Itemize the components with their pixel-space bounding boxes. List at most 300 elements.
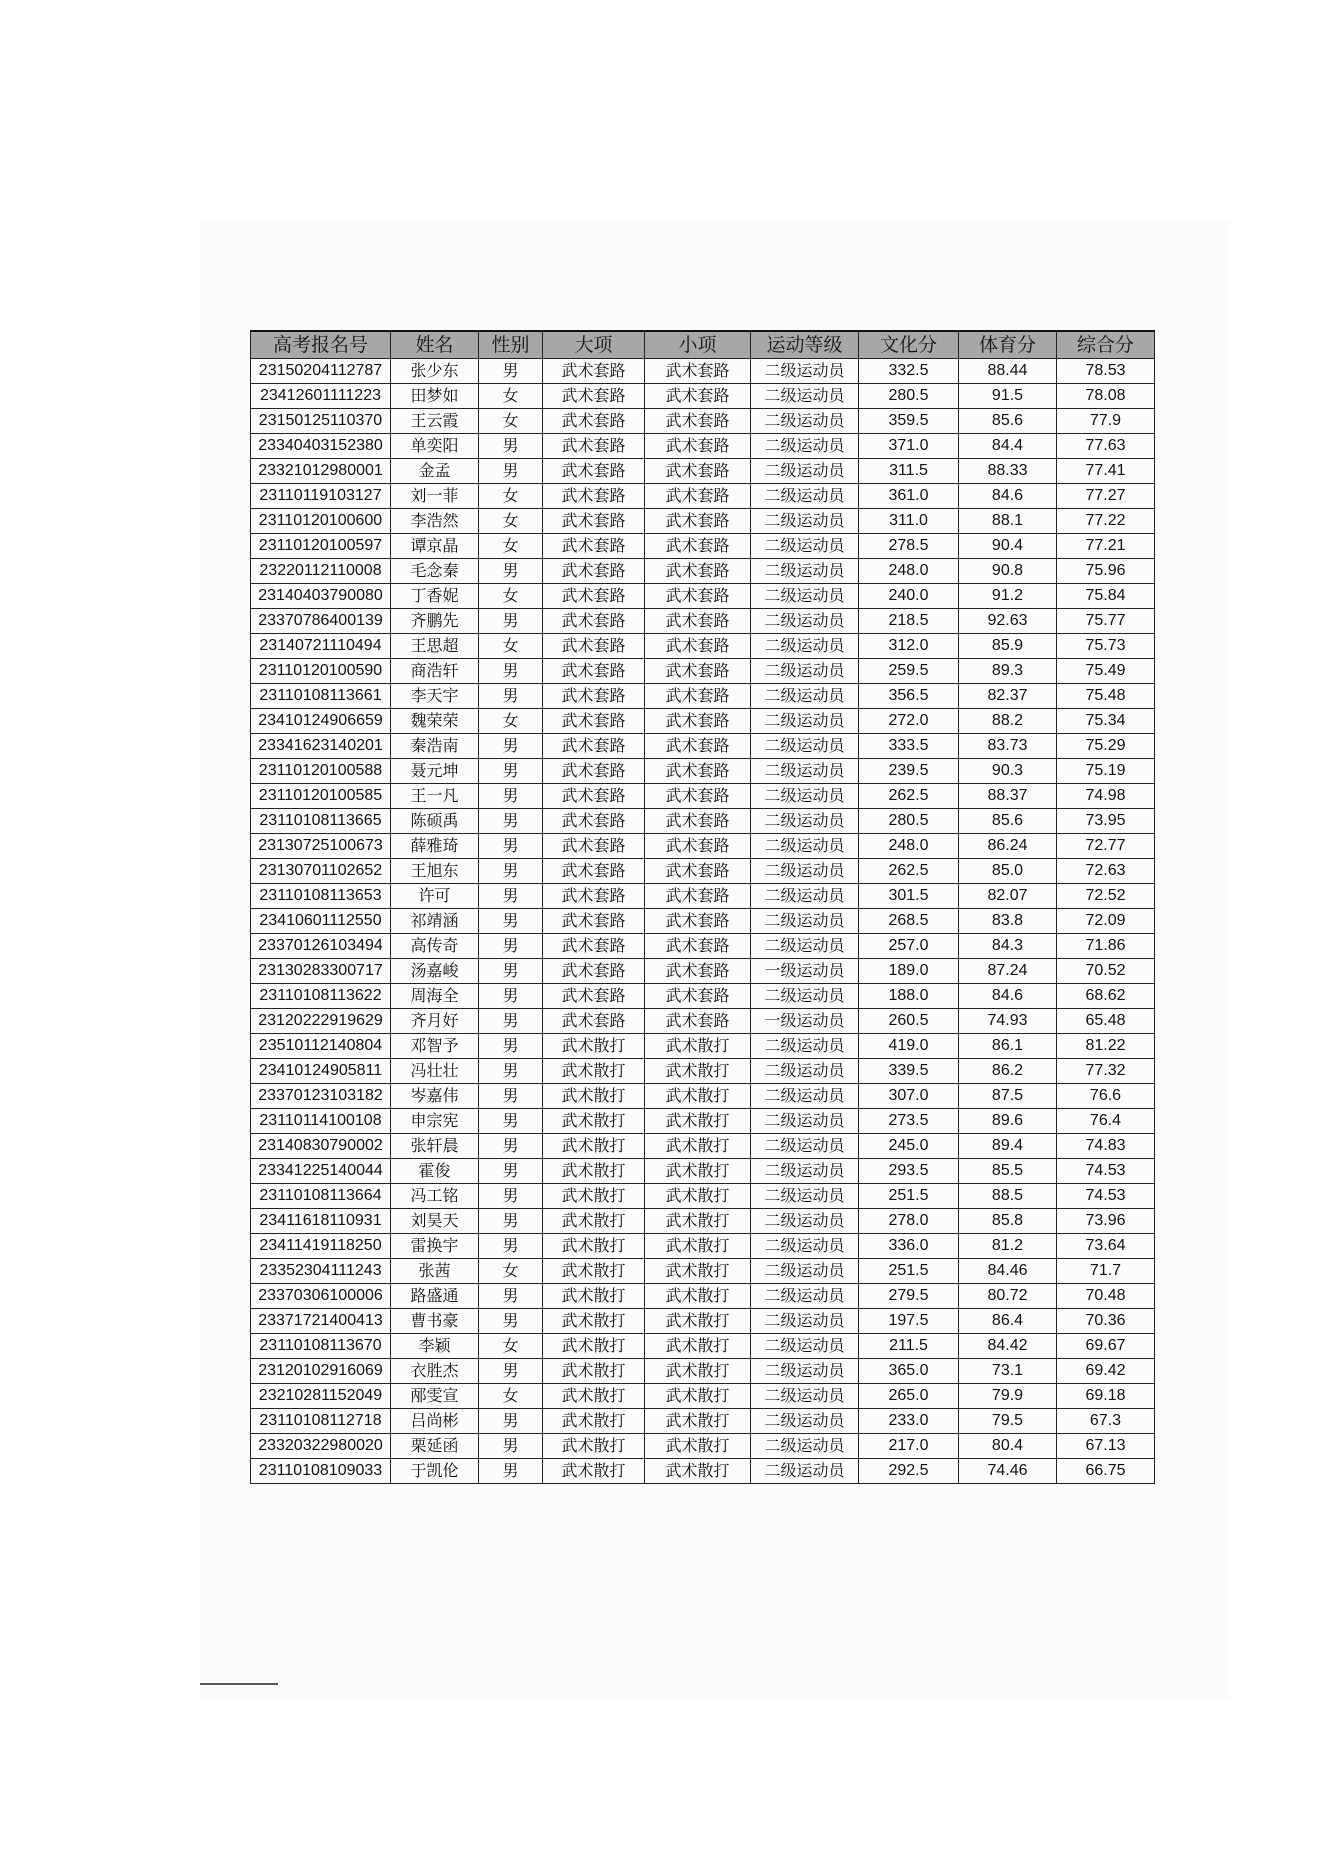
cell-athlete-level: 二级运动员 <box>751 1359 859 1384</box>
cell-culture-score: 311.5 <box>859 459 959 484</box>
cell-gender: 男 <box>479 1084 543 1109</box>
cell-name: 谭京晶 <box>391 534 479 559</box>
cell-athlete-level: 二级运动员 <box>751 359 859 384</box>
cell-sports-score: 84.6 <box>959 484 1057 509</box>
cell-name: 王旭东 <box>391 859 479 884</box>
table-row <box>251 1434 1155 1459</box>
cell-culture-score: 339.5 <box>859 1059 959 1084</box>
cell-sports-score: 80.72 <box>959 1284 1057 1309</box>
cell-culture-score: 240.0 <box>859 584 959 609</box>
cell-athlete-level: 二级运动员 <box>751 934 859 959</box>
table-row <box>251 1384 1155 1409</box>
cell-sports-score: 89.3 <box>959 659 1057 684</box>
table-row <box>251 384 1155 409</box>
cell-minor-event: 武术散打 <box>645 1184 751 1209</box>
cell-major-event: 武术套路 <box>543 684 645 709</box>
cell-minor-event: 武术散打 <box>645 1309 751 1334</box>
cell-major-event: 武术套路 <box>543 1009 645 1034</box>
cell-total-score: 71.86 <box>1057 934 1155 959</box>
cell-total-score: 78.53 <box>1057 359 1155 384</box>
header-minor-event: 小项 <box>645 331 751 359</box>
cell-culture-score: 189.0 <box>859 959 959 984</box>
table-row <box>251 834 1155 859</box>
cell-sports-score: 85.6 <box>959 809 1057 834</box>
cell-major-event: 武术套路 <box>543 984 645 1009</box>
cell-exam-number: 23341623140201 <box>251 734 391 759</box>
cell-sports-score: 79.9 <box>959 1384 1057 1409</box>
cell-athlete-level: 二级运动员 <box>751 434 859 459</box>
cell-culture-score: 262.5 <box>859 784 959 809</box>
table-row <box>251 559 1155 584</box>
cell-minor-event: 武术套路 <box>645 584 751 609</box>
cell-name: 冯壮壮 <box>391 1059 479 1084</box>
cell-name: 李天宇 <box>391 684 479 709</box>
cell-exam-number: 23410124906659 <box>251 709 391 734</box>
cell-athlete-level: 二级运动员 <box>751 1384 859 1409</box>
cell-athlete-level: 二级运动员 <box>751 1184 859 1209</box>
cell-name: 曹书豪 <box>391 1309 479 1334</box>
cell-sports-score: 88.33 <box>959 459 1057 484</box>
footer-rule <box>200 1683 278 1685</box>
cell-athlete-level: 二级运动员 <box>751 1409 859 1434</box>
cell-athlete-level: 二级运动员 <box>751 784 859 809</box>
header-sports-score: 体育分 <box>959 331 1057 359</box>
cell-athlete-level: 二级运动员 <box>751 1159 859 1184</box>
cell-name: 秦浩南 <box>391 734 479 759</box>
cell-culture-score: 301.5 <box>859 884 959 909</box>
cell-culture-score: 280.5 <box>859 809 959 834</box>
cell-exam-number: 23110120100588 <box>251 759 391 784</box>
cell-culture-score: 333.5 <box>859 734 959 759</box>
cell-culture-score: 245.0 <box>859 1134 959 1159</box>
cell-minor-event: 武术散打 <box>645 1434 751 1459</box>
cell-gender: 男 <box>479 1209 543 1234</box>
cell-sports-score: 79.5 <box>959 1409 1057 1434</box>
cell-culture-score: 278.5 <box>859 534 959 559</box>
cell-exam-number: 23130725100673 <box>251 834 391 859</box>
cell-name: 刘一菲 <box>391 484 479 509</box>
cell-athlete-level: 二级运动员 <box>751 909 859 934</box>
cell-athlete-level: 二级运动员 <box>751 1209 859 1234</box>
cell-exam-number: 23140830790002 <box>251 1134 391 1159</box>
cell-minor-event: 武术套路 <box>645 534 751 559</box>
cell-athlete-level: 二级运动员 <box>751 759 859 784</box>
table-row <box>251 1259 1155 1284</box>
cell-major-event: 武术套路 <box>543 734 645 759</box>
cell-athlete-level: 二级运动员 <box>751 1234 859 1259</box>
table-row <box>251 1459 1155 1484</box>
table-row <box>251 859 1155 884</box>
table-row <box>251 1159 1155 1184</box>
cell-major-event: 武术套路 <box>543 459 645 484</box>
cell-sports-score: 83.8 <box>959 909 1057 934</box>
cell-gender: 男 <box>479 1184 543 1209</box>
cell-athlete-level: 二级运动员 <box>751 859 859 884</box>
cell-minor-event: 武术散打 <box>645 1409 751 1434</box>
cell-sports-score: 90.8 <box>959 559 1057 584</box>
cell-exam-number: 23210281152049 <box>251 1384 391 1409</box>
cell-minor-event: 武术散打 <box>645 1134 751 1159</box>
cell-total-score: 70.52 <box>1057 959 1155 984</box>
cell-name: 丁香妮 <box>391 584 479 609</box>
cell-name: 衣胜杰 <box>391 1359 479 1384</box>
cell-total-score: 76.4 <box>1057 1109 1155 1134</box>
cell-minor-event: 武术散打 <box>645 1159 751 1184</box>
cell-gender: 男 <box>479 1134 543 1159</box>
cell-gender: 男 <box>479 1059 543 1084</box>
cell-gender: 男 <box>479 959 543 984</box>
cell-culture-score: 260.5 <box>859 1009 959 1034</box>
cell-name: 田梦如 <box>391 384 479 409</box>
cell-minor-event: 武术套路 <box>645 709 751 734</box>
cell-total-score: 72.77 <box>1057 834 1155 859</box>
cell-culture-score: 336.0 <box>859 1234 959 1259</box>
cell-name: 高传奇 <box>391 934 479 959</box>
header-total-score: 综合分 <box>1057 331 1155 359</box>
table-row <box>251 759 1155 784</box>
cell-total-score: 75.73 <box>1057 634 1155 659</box>
cell-gender: 女 <box>479 384 543 409</box>
cell-gender: 女 <box>479 1334 543 1359</box>
cell-exam-number: 23410601112550 <box>251 909 391 934</box>
cell-major-event: 武术套路 <box>543 659 645 684</box>
cell-sports-score: 84.42 <box>959 1334 1057 1359</box>
cell-minor-event: 武术套路 <box>645 759 751 784</box>
cell-gender: 女 <box>479 584 543 609</box>
cell-minor-event: 武术套路 <box>645 409 751 434</box>
cell-total-score: 69.42 <box>1057 1359 1155 1384</box>
cell-minor-event: 武术散打 <box>645 1059 751 1084</box>
cell-gender: 男 <box>479 784 543 809</box>
cell-total-score: 76.6 <box>1057 1084 1155 1109</box>
cell-name: 岑嘉伟 <box>391 1084 479 1109</box>
cell-gender: 男 <box>479 684 543 709</box>
cell-name: 邓智予 <box>391 1034 479 1059</box>
cell-gender: 女 <box>479 484 543 509</box>
cell-major-event: 武术套路 <box>543 934 645 959</box>
cell-major-event: 武术散打 <box>543 1434 645 1459</box>
cell-total-score: 67.13 <box>1057 1434 1155 1459</box>
cell-name: 申宗宪 <box>391 1109 479 1134</box>
cell-athlete-level: 二级运动员 <box>751 1109 859 1134</box>
cell-total-score: 77.27 <box>1057 484 1155 509</box>
cell-name: 周海全 <box>391 984 479 1009</box>
cell-minor-event: 武术散打 <box>645 1084 751 1109</box>
cell-athlete-level: 二级运动员 <box>751 409 859 434</box>
cell-gender: 女 <box>479 509 543 534</box>
cell-total-score: 75.77 <box>1057 609 1155 634</box>
cell-sports-score: 85.0 <box>959 859 1057 884</box>
table-row <box>251 1209 1155 1234</box>
cell-sports-score: 81.2 <box>959 1234 1057 1259</box>
cell-athlete-level: 二级运动员 <box>751 734 859 759</box>
cell-name: 李颖 <box>391 1334 479 1359</box>
cell-exam-number: 23370306100006 <box>251 1284 391 1309</box>
cell-minor-event: 武术套路 <box>645 384 751 409</box>
cell-minor-event: 武术套路 <box>645 459 751 484</box>
cell-major-event: 武术散打 <box>543 1409 645 1434</box>
cell-athlete-level: 二级运动员 <box>751 659 859 684</box>
cell-athlete-level: 二级运动员 <box>751 709 859 734</box>
cell-total-score: 73.96 <box>1057 1209 1155 1234</box>
cell-name: 单奕阳 <box>391 434 479 459</box>
cell-minor-event: 武术套路 <box>645 559 751 584</box>
header-athlete-level: 运动等级 <box>751 331 859 359</box>
cell-major-event: 武术套路 <box>543 559 645 584</box>
table-row <box>251 1134 1155 1159</box>
table-row <box>251 784 1155 809</box>
cell-total-score: 81.22 <box>1057 1034 1155 1059</box>
cell-major-event: 武术套路 <box>543 384 645 409</box>
cell-culture-score: 268.5 <box>859 909 959 934</box>
cell-total-score: 75.96 <box>1057 559 1155 584</box>
cell-major-event: 武术散打 <box>543 1159 645 1184</box>
cell-athlete-level: 二级运动员 <box>751 1084 859 1109</box>
cell-minor-event: 武术套路 <box>645 434 751 459</box>
cell-sports-score: 84.46 <box>959 1259 1057 1284</box>
results-table <box>250 330 1155 1484</box>
cell-gender: 男 <box>479 1359 543 1384</box>
cell-total-score: 71.7 <box>1057 1259 1155 1284</box>
table-row <box>251 459 1155 484</box>
table-row <box>251 909 1155 934</box>
cell-name: 张轩晨 <box>391 1134 479 1159</box>
cell-exam-number: 23412601111223 <box>251 384 391 409</box>
cell-sports-score: 90.4 <box>959 534 1057 559</box>
table-row <box>251 1409 1155 1434</box>
cell-sports-score: 89.4 <box>959 1134 1057 1159</box>
cell-major-event: 武术散打 <box>543 1259 645 1284</box>
cell-name: 聂元坤 <box>391 759 479 784</box>
cell-athlete-level: 二级运动员 <box>751 459 859 484</box>
cell-athlete-level: 二级运动员 <box>751 1259 859 1284</box>
cell-sports-score: 88.5 <box>959 1184 1057 1209</box>
table-row <box>251 484 1155 509</box>
cell-gender: 男 <box>479 984 543 1009</box>
cell-culture-score: 239.5 <box>859 759 959 784</box>
cell-name: 陈硕禹 <box>391 809 479 834</box>
cell-major-event: 武术套路 <box>543 959 645 984</box>
cell-culture-score: 259.5 <box>859 659 959 684</box>
table-row <box>251 1009 1155 1034</box>
cell-minor-event: 武术散打 <box>645 1459 751 1484</box>
cell-athlete-level: 二级运动员 <box>751 834 859 859</box>
table-row <box>251 1109 1155 1134</box>
cell-athlete-level: 二级运动员 <box>751 584 859 609</box>
cell-exam-number: 23320322980020 <box>251 1434 391 1459</box>
table-row <box>251 709 1155 734</box>
cell-athlete-level: 二级运动员 <box>751 1309 859 1334</box>
cell-gender: 男 <box>479 1459 543 1484</box>
cell-culture-score: 211.5 <box>859 1334 959 1359</box>
cell-minor-event: 武术套路 <box>645 884 751 909</box>
cell-athlete-level: 二级运动员 <box>751 1134 859 1159</box>
cell-sports-score: 84.6 <box>959 984 1057 1009</box>
cell-sports-score: 87.24 <box>959 959 1057 984</box>
cell-exam-number: 23110120100585 <box>251 784 391 809</box>
cell-name: 许可 <box>391 884 479 909</box>
cell-name: 齐鹏先 <box>391 609 479 634</box>
table-header-row <box>251 331 1155 359</box>
cell-athlete-level: 二级运动员 <box>751 1434 859 1459</box>
cell-major-event: 武术套路 <box>543 859 645 884</box>
cell-gender: 男 <box>479 1009 543 1034</box>
cell-athlete-level: 二级运动员 <box>751 809 859 834</box>
cell-culture-score: 257.0 <box>859 934 959 959</box>
cell-exam-number: 23130283300717 <box>251 959 391 984</box>
cell-total-score: 77.41 <box>1057 459 1155 484</box>
cell-name: 祁靖涵 <box>391 909 479 934</box>
cell-gender: 男 <box>479 1109 543 1134</box>
cell-culture-score: 218.5 <box>859 609 959 634</box>
cell-culture-score: 280.5 <box>859 384 959 409</box>
cell-exam-number: 23411419118250 <box>251 1234 391 1259</box>
table-row <box>251 434 1155 459</box>
cell-athlete-level: 二级运动员 <box>751 534 859 559</box>
cell-name: 薛雅琦 <box>391 834 479 859</box>
cell-total-score: 72.52 <box>1057 884 1155 909</box>
cell-minor-event: 武术套路 <box>645 859 751 884</box>
cell-name: 邴雯宣 <box>391 1384 479 1409</box>
cell-exam-number: 23110108109033 <box>251 1459 391 1484</box>
cell-exam-number: 23110108113653 <box>251 884 391 909</box>
cell-total-score: 68.62 <box>1057 984 1155 1009</box>
cell-total-score: 75.84 <box>1057 584 1155 609</box>
header-culture-score: 文化分 <box>859 331 959 359</box>
cell-total-score: 72.09 <box>1057 909 1155 934</box>
cell-minor-event: 武术散打 <box>645 1109 751 1134</box>
cell-major-event: 武术散打 <box>543 1359 645 1384</box>
cell-culture-score: 233.0 <box>859 1409 959 1434</box>
cell-sports-score: 80.4 <box>959 1434 1057 1459</box>
cell-name: 于凯伦 <box>391 1459 479 1484</box>
cell-total-score: 77.9 <box>1057 409 1155 434</box>
cell-name: 齐月好 <box>391 1009 479 1034</box>
cell-culture-score: 272.0 <box>859 709 959 734</box>
table-row <box>251 1359 1155 1384</box>
cell-minor-event: 武术散打 <box>645 1234 751 1259</box>
cell-athlete-level: 二级运动员 <box>751 384 859 409</box>
table-row <box>251 1059 1155 1084</box>
cell-exam-number: 23110108113664 <box>251 1184 391 1209</box>
cell-name: 毛念秦 <box>391 559 479 584</box>
cell-exam-number: 23220112110008 <box>251 559 391 584</box>
cell-gender: 男 <box>479 1284 543 1309</box>
cell-sports-score: 73.1 <box>959 1359 1057 1384</box>
cell-total-score: 65.48 <box>1057 1009 1155 1034</box>
cell-athlete-level: 二级运动员 <box>751 1034 859 1059</box>
cell-major-event: 武术散打 <box>543 1234 645 1259</box>
cell-gender: 女 <box>479 709 543 734</box>
cell-athlete-level: 二级运动员 <box>751 684 859 709</box>
cell-exam-number: 23410124905811 <box>251 1059 391 1084</box>
cell-minor-event: 武术散打 <box>645 1359 751 1384</box>
cell-minor-event: 武术套路 <box>645 809 751 834</box>
table-row <box>251 359 1155 384</box>
cell-name: 汤嘉峻 <box>391 959 479 984</box>
cell-minor-event: 武术套路 <box>645 784 751 809</box>
cell-gender: 男 <box>479 859 543 884</box>
cell-gender: 男 <box>479 1409 543 1434</box>
cell-major-event: 武术套路 <box>543 834 645 859</box>
cell-exam-number: 23140721110494 <box>251 634 391 659</box>
cell-athlete-level: 一级运动员 <box>751 959 859 984</box>
cell-gender: 男 <box>479 809 543 834</box>
cell-minor-event: 武术套路 <box>645 634 751 659</box>
cell-major-event: 武术套路 <box>543 484 645 509</box>
cell-minor-event: 武术散打 <box>645 1209 751 1234</box>
cell-gender: 男 <box>479 459 543 484</box>
cell-exam-number: 23341225140044 <box>251 1159 391 1184</box>
cell-gender: 男 <box>479 609 543 634</box>
cell-major-event: 武术散打 <box>543 1109 645 1134</box>
cell-name: 张少东 <box>391 359 479 384</box>
cell-sports-score: 91.5 <box>959 384 1057 409</box>
cell-athlete-level: 二级运动员 <box>751 1284 859 1309</box>
cell-sports-score: 90.3 <box>959 759 1057 784</box>
cell-minor-event: 武术套路 <box>645 684 751 709</box>
cell-exam-number: 23130701102652 <box>251 859 391 884</box>
cell-major-event: 武术套路 <box>543 784 645 809</box>
cell-gender: 女 <box>479 634 543 659</box>
cell-sports-score: 86.4 <box>959 1309 1057 1334</box>
cell-sports-score: 84.3 <box>959 934 1057 959</box>
cell-athlete-level: 二级运动员 <box>751 559 859 584</box>
cell-sports-score: 86.24 <box>959 834 1057 859</box>
cell-minor-event: 武术套路 <box>645 1009 751 1034</box>
cell-sports-score: 74.93 <box>959 1009 1057 1034</box>
cell-total-score: 77.22 <box>1057 509 1155 534</box>
cell-major-event: 武术套路 <box>543 359 645 384</box>
cell-exam-number: 23150204112787 <box>251 359 391 384</box>
table-row <box>251 1184 1155 1209</box>
table-row <box>251 1334 1155 1359</box>
cell-total-score: 74.53 <box>1057 1184 1155 1209</box>
cell-exam-number: 23120222919629 <box>251 1009 391 1034</box>
cell-culture-score: 311.0 <box>859 509 959 534</box>
cell-sports-score: 86.2 <box>959 1059 1057 1084</box>
cell-major-event: 武术套路 <box>543 584 645 609</box>
results-table-container <box>250 330 1155 1484</box>
table-row <box>251 609 1155 634</box>
cell-minor-event: 武术套路 <box>645 659 751 684</box>
cell-exam-number: 23370786400139 <box>251 609 391 634</box>
cell-sports-score: 84.4 <box>959 434 1057 459</box>
table-row <box>251 409 1155 434</box>
table-row <box>251 634 1155 659</box>
cell-major-event: 武术散打 <box>543 1184 645 1209</box>
cell-minor-event: 武术套路 <box>645 359 751 384</box>
cell-gender: 男 <box>479 734 543 759</box>
cell-total-score: 75.29 <box>1057 734 1155 759</box>
cell-culture-score: 262.5 <box>859 859 959 884</box>
cell-name: 商浩轩 <box>391 659 479 684</box>
cell-exam-number: 23110120100597 <box>251 534 391 559</box>
cell-name: 金孟 <box>391 459 479 484</box>
table-row <box>251 659 1155 684</box>
cell-culture-score: 332.5 <box>859 359 959 384</box>
cell-sports-score: 91.2 <box>959 584 1057 609</box>
cell-culture-score: 293.5 <box>859 1159 959 1184</box>
cell-minor-event: 武术散打 <box>645 1284 751 1309</box>
cell-major-event: 武术套路 <box>543 634 645 659</box>
cell-gender: 男 <box>479 434 543 459</box>
cell-gender: 男 <box>479 759 543 784</box>
cell-culture-score: 265.0 <box>859 1384 959 1409</box>
cell-minor-event: 武术套路 <box>645 909 751 934</box>
cell-minor-event: 武术套路 <box>645 609 751 634</box>
cell-name: 王云霞 <box>391 409 479 434</box>
